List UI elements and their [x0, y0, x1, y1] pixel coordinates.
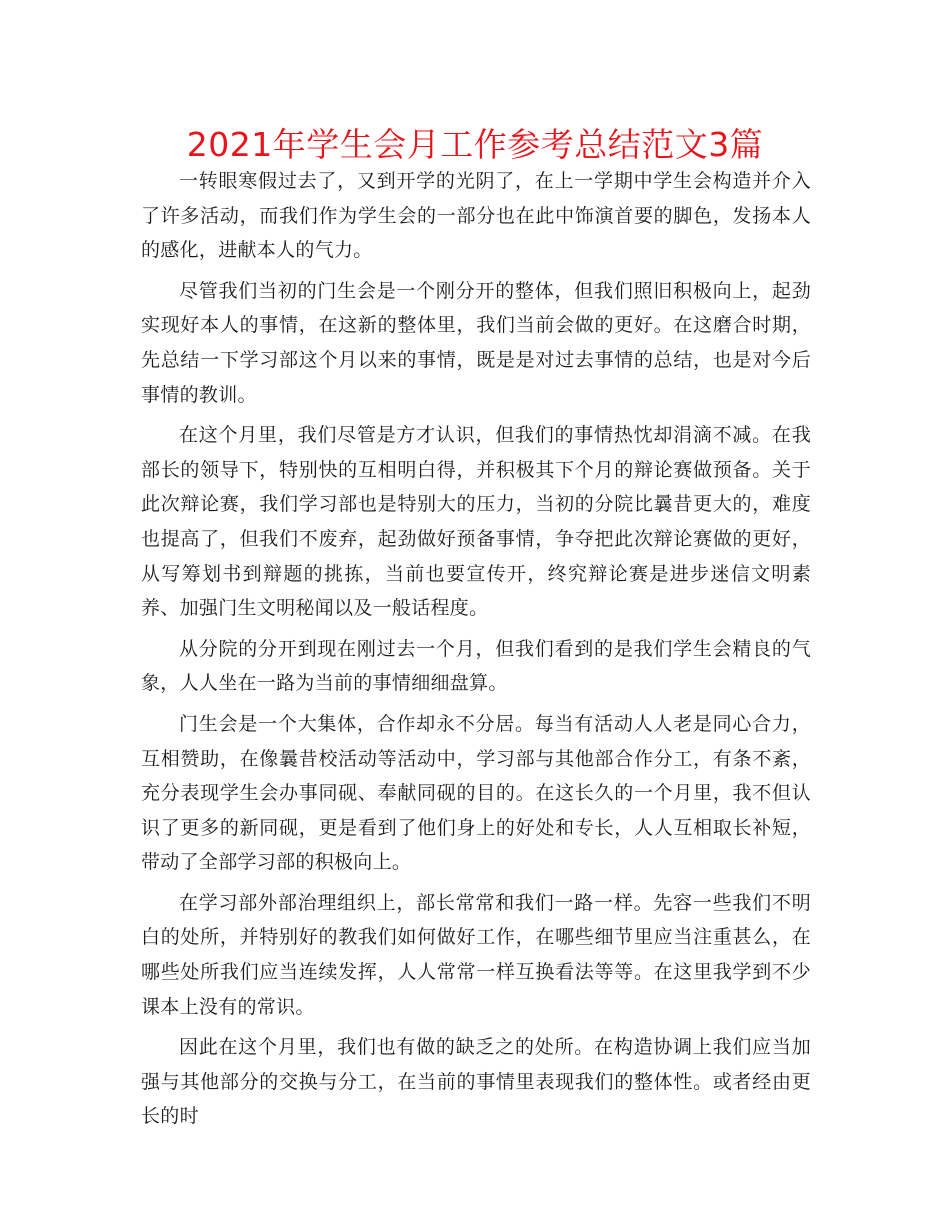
- paragraph-2: 尽管我们当初的门生会是一个刚分开的整体，但我们照旧积极向上，起劲实现好本人的事情，在这新的整体里，我们当前会做的更好。在这磨合时期，先总结一下学习部这个月以来的事情，既是是对过去事情的总结，也是对今后事情的教训。: [141, 279, 811, 406]
- paragraph-4: 从分院的分开到现在刚过去一个月，但我们看到的是我们学生会精良的气象，人人坐在一路为当前的事情细细盘算。: [141, 637, 811, 695]
- paragraph-7: 因此在这个月里，我们也有做的缺乏之的处所。在构造协调上我们应当加强与其他部分的交换与分工，在当前的事情里表现我们的整体性。或者经由更长的时: [141, 1036, 811, 1128]
- document-title: 2021年学生会月工作参考总结范文3篇: [186, 125, 764, 164]
- document-body: [141, 164, 811, 1140]
- paragraph-6: 在学习部外部治理组织上，部长常常和我们一路一样。先容一些我们不明白的处所，并特别好的教我们如何做好工作，在哪些细节里应当注重甚么，在哪些处所我们应当连续发挥，人人常常一样互换看法等等。在这里我学到不少课本上没有的常识。: [141, 891, 811, 1018]
- paragraph-3: 在这个月里，我们尽管是方才认识，但我们的事情热忱却涓滴不减。在我部长的领导下，特别快的互相明白得，并积极其下个月的辩论赛做预备。关于此次辩论赛，我们学习部也是特别大的压力，当初的分院比曩昔更大的，难度也提高了，但我们不废弃，起劲做好预备事情，争夺把此次辩论赛做的更好，从写筹划书到辩题的挑拣，当前也要宣传开，终究辩论赛是进步迷信文明素养、加强门生文明秘闻以及一般话程度。: [141, 424, 811, 620]
- paragraph-5: 门生会是一个大集体，合作却永不分居。每当有活动人人老是同心合力，互相赞助，在像曩昔校活动等活动中，学习部与其他部合作分工，有条不紊，充分表现学生会办事同砚、奉献同砚的目的。在这长久的一个月里，我不但认识了更多的新同砚，更是看到了他们身上的好处和专长，人人互相取长补短，带动了全部学习部的积极向上。: [141, 712, 811, 874]
- paragraph-1: 一转眼寒假过去了，又到开学的光阴了，在上一学期中学生会构造并介入了许多活动，而我们作为学生会的一部分也在此中饰演首要的脚色，发扬本人的感化，进献本人的气力。: [141, 170, 811, 262]
